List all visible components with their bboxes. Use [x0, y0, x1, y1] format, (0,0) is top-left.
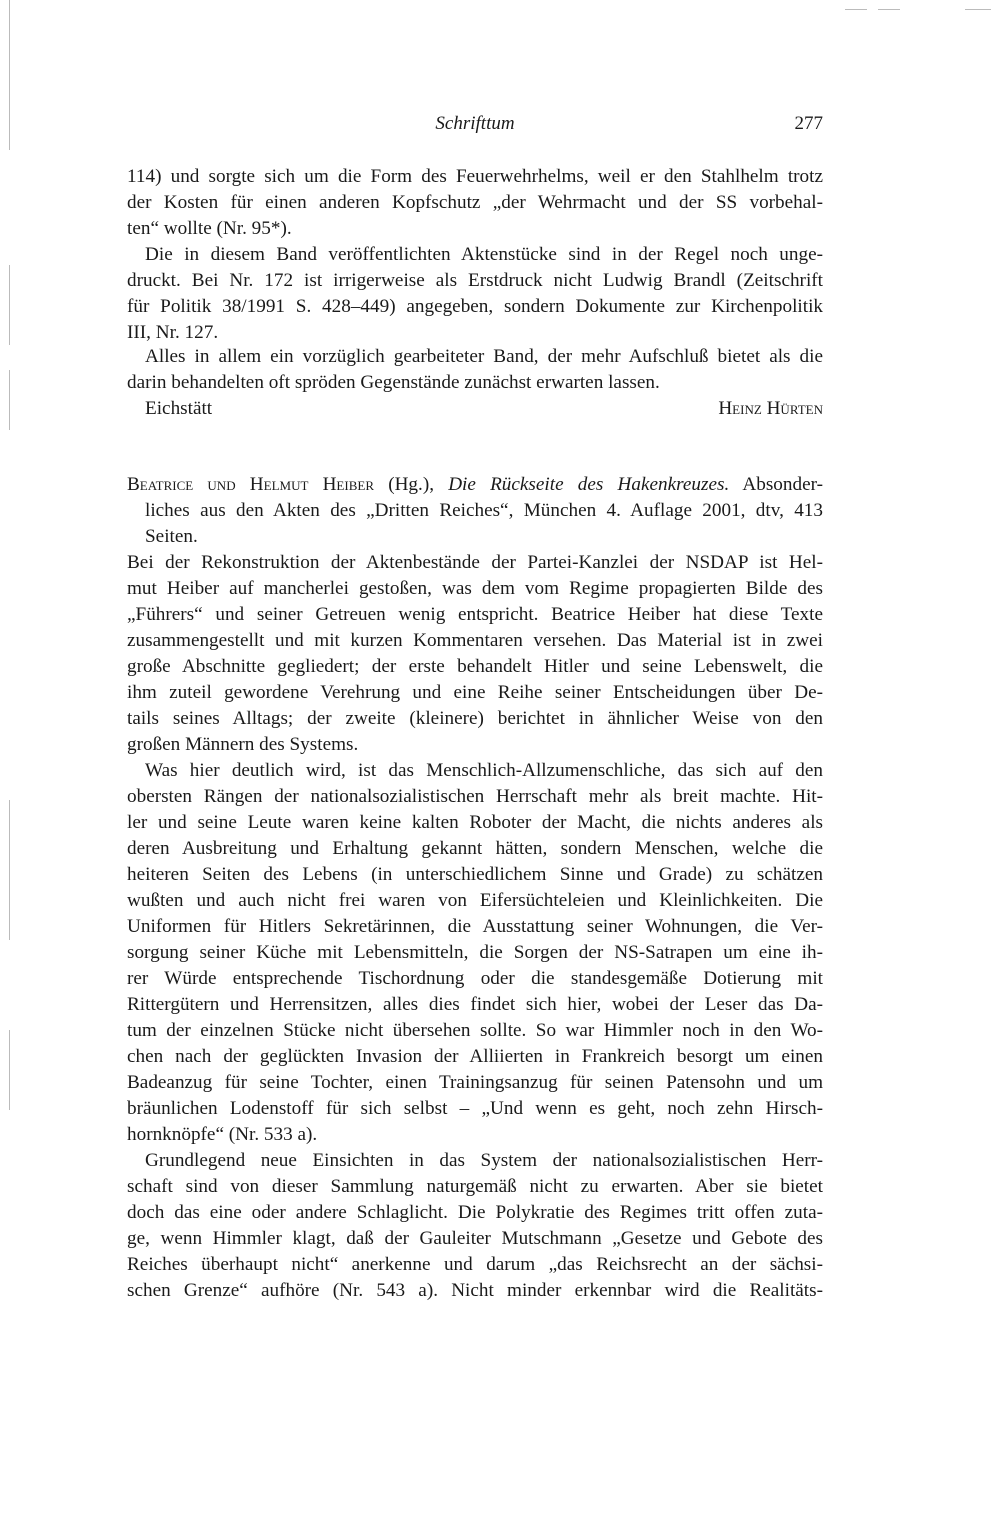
text-line: zusammengestellt und mit kurzen Kommentaren versehen. Das Material ist in zwei	[127, 630, 823, 651]
text-line: obersten Rängen der nationalsozialistischen Herrschaft mehr als breit machte. Hit-	[127, 786, 823, 807]
signature-place: Eichstätt	[145, 398, 213, 419]
signature-author: Heinz Hürten	[718, 398, 823, 419]
text-line: „Führers“ und seiner Getreuen wenig entspricht. Beatrice Heiber hat diese Texte	[127, 604, 823, 625]
scan-margin-mark	[9, 370, 10, 430]
scan-margin-mark	[9, 800, 10, 940]
text-line: doch das eine oder andere Schlaglicht. Die Polykratie des Regimes tritt offen zuta-	[127, 1202, 823, 1223]
text-line: Rittergütern und Herrensitzen, alles dies findet sich hier, wobei der Leser das Da-	[127, 994, 823, 1015]
scan-margin-mark	[965, 9, 991, 10]
text-line: wußten und auch nicht frei waren von Eifersüchteleien und Kleinlichkeiten. Die	[127, 890, 823, 911]
review-book-title: Die Rückseite des Hakenkreuzes.	[448, 474, 730, 495]
running-title: Schrifttum	[435, 113, 515, 134]
text-line: Die in diesem Band veröffentlichten Aktenstücke sind in der Regel noch unge-	[145, 244, 823, 265]
text-line: bräunlichen Lodenstoff für sich selbst – „Und wenn es geht, noch zehn Hirsch-	[127, 1098, 823, 1119]
text-line: schaft sind von dieser Sammlung naturgemäß nicht zu erwarten. Aber sie bietet	[127, 1176, 823, 1197]
text-line: heiteren Seiten des Lebens (in unterschiedlichem Sinne und Grade) zu schätzen	[127, 864, 823, 885]
text-line: Was hier deutlich wird, ist das Menschlich-Allzumenschliche, das sich auf den	[145, 760, 823, 781]
text-line: Uniformen für Hitlers Sekretärinnen, die Ausstattung seiner Wohnungen, die Ver-	[127, 916, 823, 937]
text-line: sorgung seiner Küche mit Lebensmitteln, die Sorgen der NS-Satrapen um eine ih-	[127, 942, 823, 963]
review-heading-line: liches aus den Akten des „Dritten Reiches“, München 4. Auflage 2001, dtv, 413	[145, 500, 823, 521]
text-line: 114) und sorgte sich um die Form des Feuerwehrhelms, weil er den Stahlhelm trotz	[127, 166, 823, 187]
text-line: III, Nr. 127.	[127, 322, 219, 343]
text-line: Badeanzug für seine Tochter, einen Trainingsanzug für seinen Patensohn und um	[127, 1072, 823, 1093]
text-line: großen Männern des Systems.	[127, 734, 359, 755]
text-line: Bei der Rekonstruktion der Aktenbestände der Partei-Kanzlei der NSDAP ist Hel-	[127, 552, 823, 573]
scan-margin-mark	[9, 265, 10, 345]
text-line: der Kosten für einen anderen Kopfschutz „der Wehrmacht und der SS vorbehal-	[127, 192, 823, 213]
text-line: für Politik 38/1991 S. 428–449) angegeben, sondern Dokumente zur Kirchenpolitik	[127, 296, 823, 317]
review-editor-mark: (Hg.),	[388, 474, 435, 495]
text-line: schen Grenze“ aufhöre (Nr. 543 a). Nicht minder erkennbar wird die Realitäts-	[127, 1280, 823, 1301]
text-line: ler und seine Leute waren keine kalten Roboter der Macht, die nichts anderes als	[127, 812, 823, 833]
text-line: hornknöpfe“ (Nr. 533 a).	[127, 1124, 318, 1145]
review-authors: Beatrice und Helmut Heiber	[127, 474, 374, 495]
text-line: chen nach der geglückten Invasion der Alliierten in Frankreich besorgt um einen	[127, 1046, 823, 1067]
text-line: ten“ wollte (Nr. 95*).	[127, 218, 292, 239]
text-line: rer Würde entsprechende Tischordnung oder die standesgemäße Dotierung mit	[127, 968, 823, 989]
scan-margin-mark	[845, 9, 867, 10]
text-line: druckt. Bei Nr. 172 ist irrigerweise als Erstdruck nicht Ludwig Brandl (Zeitschrift	[127, 270, 823, 291]
scan-margin-mark	[878, 9, 900, 10]
text-line: tum der einzelnen Stücke nicht übersehen sollte. So war Himmler noch in den Wo-	[127, 1020, 823, 1041]
text-line: Grundlegend neue Einsichten in das System der nationalsozialistischen Herr-	[145, 1150, 823, 1171]
text-line: große Abschnitte gegliedert; der erste behandelt Hitler und seine Lebenswelt, die	[127, 656, 823, 677]
review-heading	[127, 472, 823, 498]
running-head	[127, 113, 823, 139]
review-heading-line: Seiten.	[145, 526, 198, 547]
scan-margin-mark	[9, 1030, 10, 1110]
text-line: deren Ausbreitung und Erhaltung gekannt hätten, sondern Menschen, welche die	[127, 838, 823, 859]
scan-margin-mark	[9, 0, 10, 150]
text-line: Alles in allem ein vorzüglich gearbeiteter Band, der mehr Aufschluß bietet als die	[145, 346, 823, 367]
text-line: Reiches überhaupt nicht“ anerkenne und darum „das Reichsrecht an der sächsi-	[127, 1254, 823, 1275]
text-line: mut Heiber auf mancherlei gestoßen, was dem vom Regime propagierten Bilde des	[127, 578, 823, 599]
text-line: ihm zuteil gewordene Verehrung und eine Reihe seiner Entscheidungen über De-	[127, 682, 823, 703]
page-number: 277	[794, 113, 823, 134]
review-heading-tail: Absonder-	[742, 474, 823, 495]
text-line: tails seines Alltags; der zweite (kleinere) berichtet in ähnlicher Weise von den	[127, 708, 823, 729]
text-line: ge, wenn Himmler klagt, daß der Gauleiter Mutschmann „Gesetze und Gebote des	[127, 1228, 823, 1249]
text-line: darin behandelten oft spröden Gegenstände zunächst erwarten lassen.	[127, 372, 660, 393]
